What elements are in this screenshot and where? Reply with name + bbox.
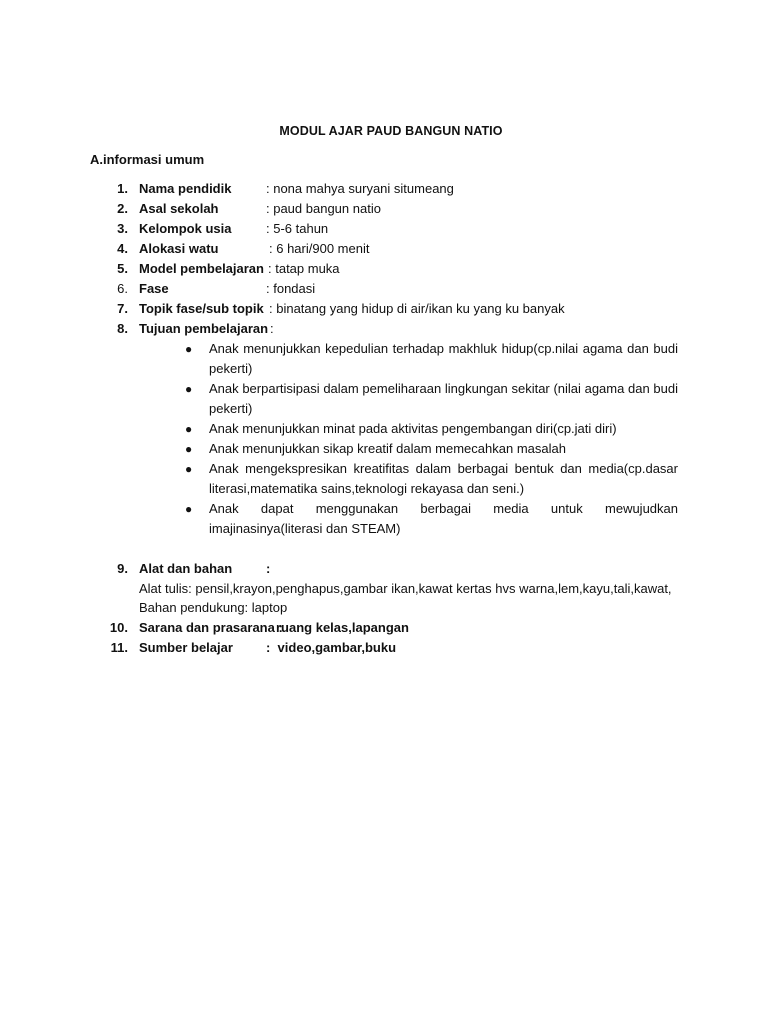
item-value: : fondasi [266, 281, 316, 296]
item-number: 4. [117, 241, 128, 256]
item-value: : nona mahya suryani situmeang [266, 181, 454, 196]
section-heading: A.informasi umum [90, 152, 205, 167]
item-number: 2. [117, 201, 128, 216]
item-label: Sarana dan prasarana : [139, 620, 283, 635]
info-item-asal-sekolah [0, 199, 768, 219]
item-label: Asal sekolah [139, 201, 219, 216]
info-item-model-pembelajaran [0, 259, 768, 279]
info-item-sarana-prasarana [0, 618, 768, 638]
item-value: : [266, 561, 271, 576]
list-item: ● Anak dapat menggunakan berbagai media untuk mewujudkan imajinasinya(literasi dan STEAM) [185, 501, 678, 536]
bullet-icon: ● [185, 502, 193, 516]
item-label: Tujuan pembelajaran [139, 321, 269, 336]
bullet-icon: ● [185, 462, 193, 476]
item-number: 5. [117, 261, 128, 276]
list-item: ● Anak menunjukkan minat pada aktivitas pengembangan diri(cp.jati diri) [185, 419, 678, 439]
item-value: : paud bangun natio [266, 201, 381, 216]
item-number: 6. [117, 281, 128, 296]
item-value: : 5-6 tahun [266, 221, 329, 236]
info-item-kelompok-usia [0, 219, 768, 239]
item-label: Alokasi watu [139, 241, 219, 256]
item-number: 3. [117, 221, 128, 236]
item-label: Kelompok usia [139, 221, 232, 236]
item-number: 9. [117, 561, 128, 576]
info-item-sumber-belajar [0, 638, 768, 658]
item-label: Sumber belajar [139, 640, 233, 655]
item-label: Alat dan bahan [139, 561, 233, 576]
item-label: Model pembelajaran [139, 261, 264, 276]
item-label: Topik fase/sub topik [139, 301, 264, 316]
document-title: MODUL AJAR PAUD BANGUN NATIO [279, 124, 503, 138]
item-value: : binatang yang hidup di air/ikan ku yang ku banyak [269, 301, 565, 316]
item-value: : 6 hari/900 menit [269, 241, 370, 256]
bullet-icon: ● [185, 382, 193, 396]
bullet-icon: ● [185, 422, 193, 436]
item-value: : [270, 321, 274, 336]
list-item: ● Anak menunjukkan sikap kreatif dalam memecahkan masalah [185, 439, 678, 459]
tools-line: Alat tulis: pensil,krayon,penghapus,gambar ikan,kawat kertas hvs warna,lem,kayu,tali,kawat, [139, 581, 672, 596]
item-number: 8. [117, 321, 128, 336]
info-item-fase [0, 279, 768, 299]
info-item-topik [0, 299, 768, 319]
item-label: Nama pendidik [139, 181, 232, 196]
item-label: Fase [139, 281, 169, 296]
bullet-icon: ● [185, 342, 193, 356]
item-number: 7. [117, 301, 128, 316]
list-item: ● Anak mengekspresikan kreatifitas dalam berbagai bentuk dan media(cp.dasar literasi,matematika sains,teknologi rekayasa dan seni.) [185, 461, 678, 496]
list-item: ● Anak menunjukkan kepedulian terhadap makhluk hidup(cp.nilai agama dan budi pekerti) [185, 341, 678, 376]
info-item-tujuan-pembelajaran [0, 319, 768, 339]
info-item-nama-pendidik [0, 179, 768, 199]
item-number: 1. [117, 181, 128, 196]
info-item-alokasi-waktu [0, 239, 768, 259]
item-number: 10. [109, 620, 128, 635]
info-item-alat-bahan [0, 559, 768, 579]
learning-goals-list [185, 339, 678, 539]
item-value: : tatap muka [268, 261, 340, 276]
item-number: 11. [110, 640, 128, 655]
item-value: : video,gambar,buku [266, 640, 397, 655]
bullet-icon: ● [185, 442, 193, 456]
support-line: Bahan pendukung: laptop [139, 600, 288, 615]
list-item: ● Anak berpartisipasi dalam pemeliharaan lingkungan sekitar (nilai agama dan budi pekerti) [185, 381, 678, 416]
item-value: ruang kelas,lapangan [276, 620, 409, 635]
